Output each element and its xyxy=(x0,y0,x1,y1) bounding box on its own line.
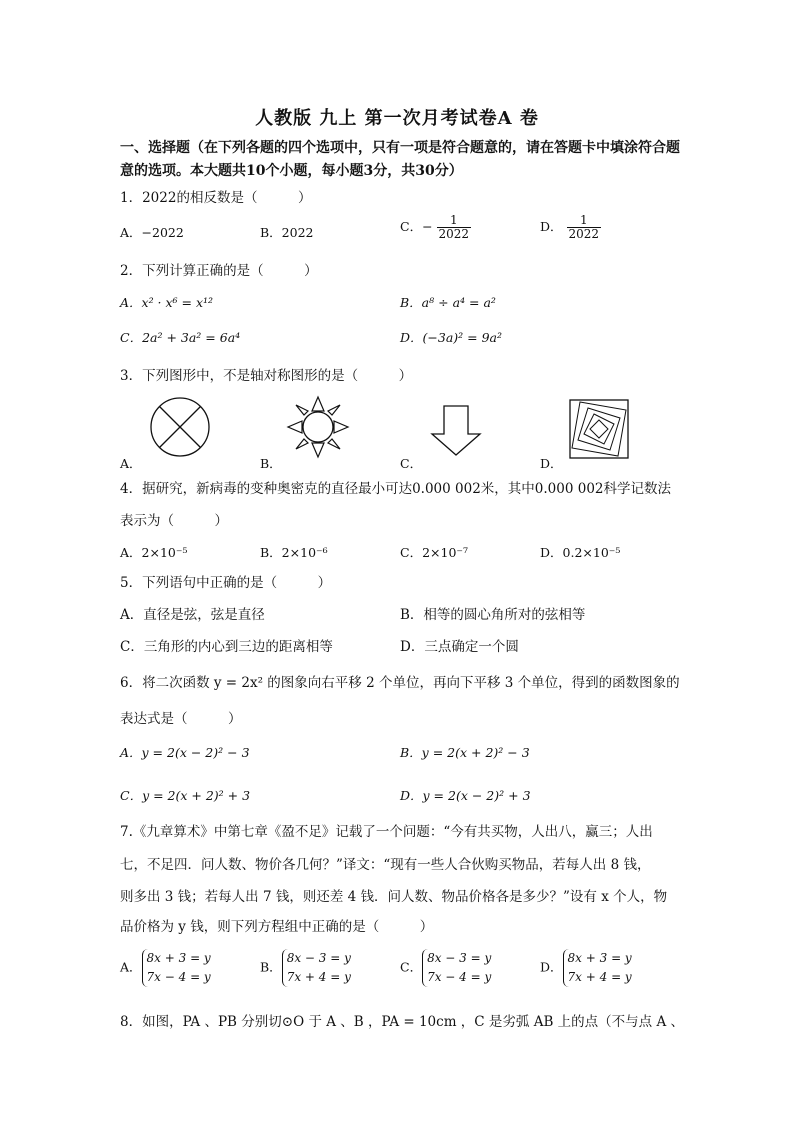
q2-option-d: D．(−3a)² = 9a² xyxy=(400,330,503,345)
q3-option-a: A． xyxy=(120,456,142,471)
q5-option-d: D．三点确定一个圆 xyxy=(400,639,519,655)
q6-option-d: D．y = 2(x − 2)² + 3 xyxy=(400,788,531,803)
q4-option-b: B．2×10⁻⁶ xyxy=(260,545,328,560)
question-1-stem: 1．2022的相反数是（ ） xyxy=(120,190,312,206)
q7-option-c xyxy=(400,949,491,987)
q2-option-b: B．a⁸ ÷ a⁴ = a² xyxy=(400,295,496,310)
question-6-stem-line2: 表达式是（ ） xyxy=(120,711,242,727)
q4-option-a: A．2×10⁻⁵ xyxy=(120,545,188,560)
q7-option-a xyxy=(120,949,211,987)
equation: 8x − 3 = y xyxy=(286,951,351,965)
circle-with-cross-figure xyxy=(148,396,212,458)
q6-option-b: B．y = 2(x + 2)² − 3 xyxy=(400,745,530,760)
q3-option-b: B． xyxy=(260,456,282,471)
equation: 8x − 3 = y xyxy=(427,951,492,965)
q7-option-c-label: C． xyxy=(400,959,423,975)
numerator: 1 xyxy=(567,214,602,228)
equation: 7x − 4 = y xyxy=(427,970,492,984)
q1-option-d xyxy=(540,214,601,241)
nested-squares-figure xyxy=(568,398,630,460)
q1-option-c-label: C．− xyxy=(400,219,433,234)
equation: 7x − 4 = y xyxy=(146,970,211,984)
question-7-stem-line1: 7.《九章算术》中第七章《盈不足》记载了一个问题：“今有共买物，人出八，赢三；人出 xyxy=(120,824,653,840)
question-7-stem-line2: 七，不足四．问人数、物价各几何？”译文：“现有一些人合伙购买物品，若每人出 8 钱， xyxy=(120,857,651,873)
question-7-stem-line4: 品价格为 y 钱，则下列方程组中正确的是（ ） xyxy=(120,919,434,935)
q5-option-c: C．三角形的内心到三边的距离相等 xyxy=(120,639,333,655)
equation: 7x + 4 = y xyxy=(286,970,351,984)
question-3-stem: 3．下列图形中，不是轴对称图形的是（ ） xyxy=(120,368,413,384)
equation-system xyxy=(142,949,211,987)
q1-option-d-label: D． xyxy=(540,219,563,234)
down-arrow-figure xyxy=(428,404,484,458)
q7-option-d-label: D． xyxy=(540,959,563,975)
q7-option-b-label: B． xyxy=(260,959,282,975)
equation-system xyxy=(422,949,491,987)
numerator: 1 xyxy=(437,214,472,228)
question-4-stem-line1: 4．据研究，新病毒的变种奥密克的直径最小可达0.000 002米，其中0.000 002科学记数法 xyxy=(120,481,672,497)
question-5-stem: 5．下列语句中正确的是（ ） xyxy=(120,575,332,591)
question-2-stem: 2．下列计算正确的是（ ） xyxy=(120,263,318,279)
q2-option-c: C．2a² + 3a² = 6a⁴ xyxy=(120,330,241,345)
equation: 7x + 4 = y xyxy=(567,970,632,984)
fraction xyxy=(437,214,472,241)
q6-option-c: C．y = 2(x + 2)² + 3 xyxy=(120,788,251,803)
q6-option-a: A．y = 2(x − 2)² − 3 xyxy=(120,745,250,760)
sun-figure xyxy=(284,394,352,460)
equation: 8x + 3 = y xyxy=(567,951,632,965)
q3-option-d: D． xyxy=(540,456,563,471)
q1-option-b: B．2022 xyxy=(260,225,314,240)
equation-system xyxy=(563,949,632,987)
question-7-stem-line3: 则多出 3 钱；若每人出 7 钱，则还差 4 钱．问人数、物品价格各是多少？”设有 x 个人，物 xyxy=(120,889,668,905)
q7-option-a-label: A． xyxy=(120,959,142,975)
q4-option-c: C．2×10⁻⁷ xyxy=(400,545,469,560)
equation: 8x + 3 = y xyxy=(146,951,211,965)
equation-system xyxy=(282,949,351,987)
q2-option-a: A．x² · x⁶ = x¹² xyxy=(120,295,214,310)
q7-option-d xyxy=(540,949,632,987)
q1-option-a: A．−2022 xyxy=(120,225,184,240)
q7-option-b xyxy=(260,949,351,987)
q1-option-c xyxy=(400,214,471,241)
q5-option-a: A．直径是弦，弦是直径 xyxy=(120,607,265,623)
question-8-stem-line1: 8．如图，PA 、PB 分别切⊙O 于 A 、B ，PA = 10cm ，C 是劣弧 AB 上的点（不与点 A 、 xyxy=(120,1014,685,1030)
section-heading: 一、选择题（在下列各题的四个选项中，只有一项是符合题意的，请在答题卡中填涂符合题意的选项。本大题共10个小题，每小题3分，共30分） xyxy=(120,140,680,179)
page-title: 人教版 九上 第一次月考试卷A 卷 xyxy=(255,108,539,129)
fraction xyxy=(567,214,602,241)
denominator: 2022 xyxy=(438,227,470,241)
q3-option-c: C． xyxy=(400,456,423,471)
q5-option-b: B．相等的圆心角所对的弦相等 xyxy=(400,607,586,623)
question-6-stem-line1: 6．将二次函数 y = 2x² 的图象向右平移 2 个单位，再向下平移 3 个单位，得到的函数图象的 xyxy=(120,675,680,691)
question-4-stem-line2: 表示为（ ） xyxy=(120,513,228,529)
q4-option-d: D．0.2×10⁻⁵ xyxy=(540,545,621,560)
denominator: 2022 xyxy=(568,227,600,241)
